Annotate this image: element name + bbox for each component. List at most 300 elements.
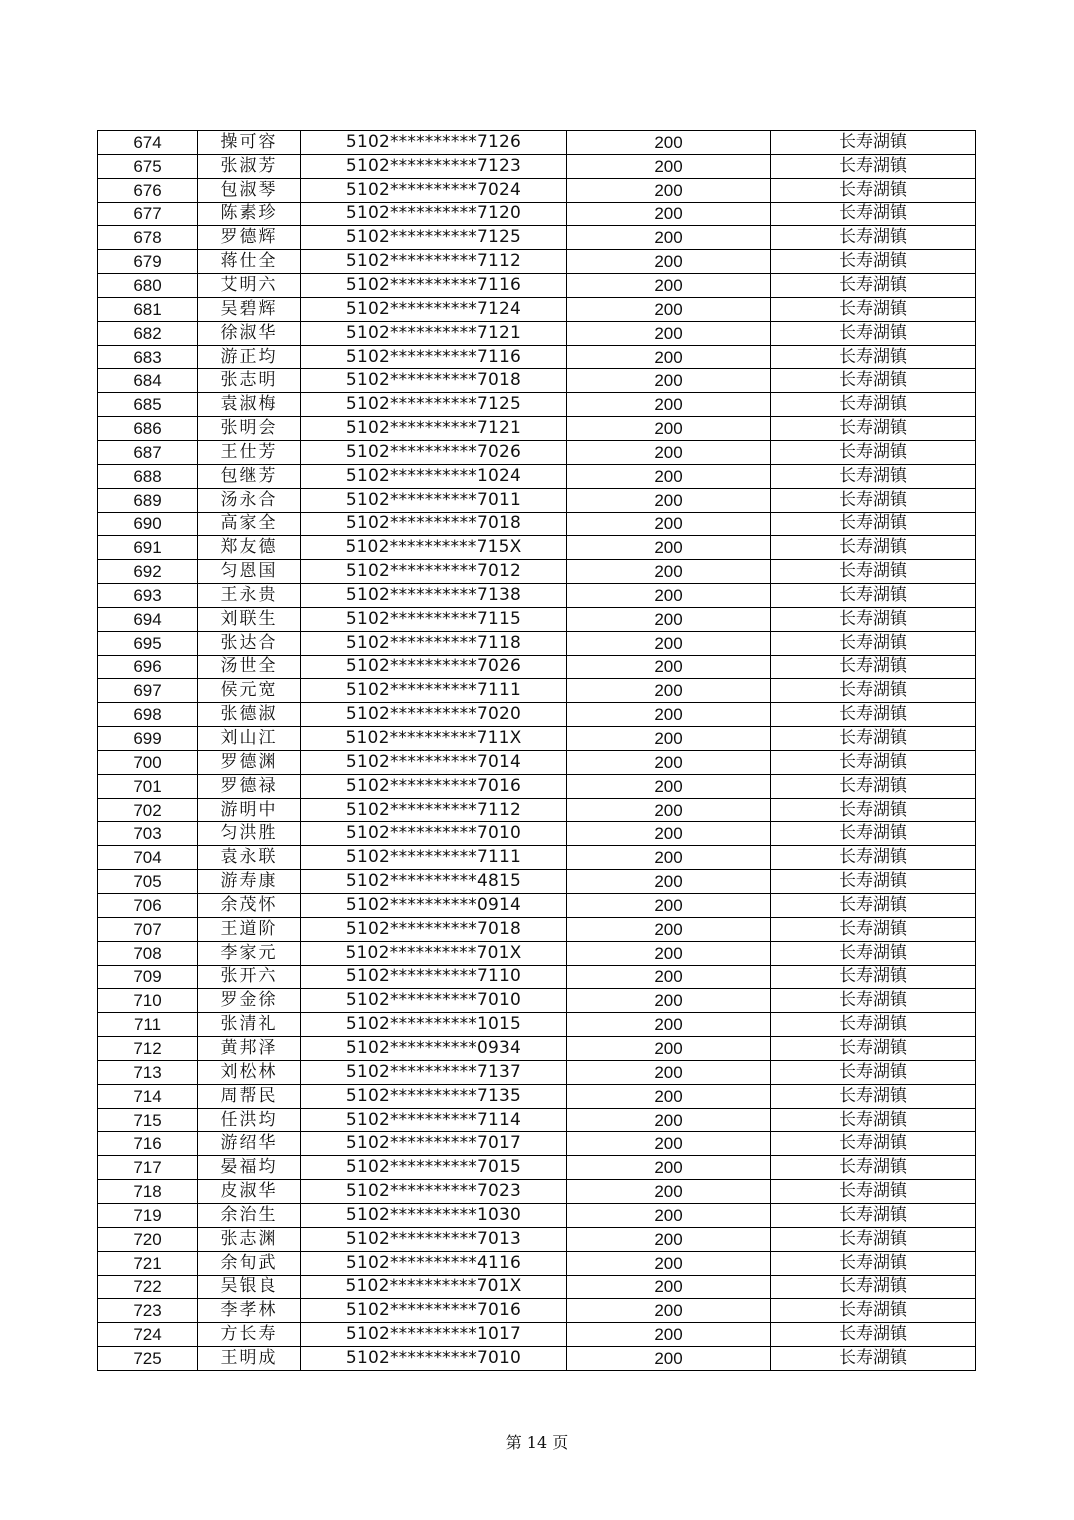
roster-table (97, 130, 976, 1371)
row-number-cell: 695 (98, 631, 198, 655)
id-number-cell: 5102**********7018 (301, 917, 567, 941)
row-number-cell: 711 (98, 1013, 198, 1037)
table-row (98, 894, 976, 918)
amount-cell: 200 (567, 1156, 771, 1180)
amount-cell: 200 (567, 822, 771, 846)
person-name-cell: 汤世全 (198, 655, 301, 679)
id-number-cell: 5102**********7010 (301, 1347, 567, 1371)
row-number-cell: 683 (98, 345, 198, 369)
table-row (98, 846, 976, 870)
id-number-cell: 5102**********7118 (301, 631, 567, 655)
person-name-cell: 罗德辉 (198, 226, 301, 250)
id-number-cell: 5102**********7123 (301, 154, 567, 178)
amount-cell: 200 (567, 846, 771, 870)
id-number-cell: 5102**********7115 (301, 607, 567, 631)
id-number-cell: 5102**********7013 (301, 1227, 567, 1251)
table-row (98, 917, 976, 941)
amount-cell: 200 (567, 870, 771, 894)
id-number-cell: 5102**********7016 (301, 774, 567, 798)
amount-cell: 200 (567, 393, 771, 417)
person-name-cell: 罗德渊 (198, 750, 301, 774)
row-number-cell: 682 (98, 321, 198, 345)
person-name-cell: 匀恩国 (198, 560, 301, 584)
row-number-cell: 715 (98, 1108, 198, 1132)
id-number-cell: 5102**********7120 (301, 202, 567, 226)
row-number-cell: 686 (98, 417, 198, 441)
person-name-cell: 匀洪胜 (198, 822, 301, 846)
person-name-cell: 余旬武 (198, 1251, 301, 1275)
id-number-cell: 5102**********7110 (301, 965, 567, 989)
town-name-cell: 长寿湖镇 (771, 1156, 976, 1180)
amount-cell: 200 (567, 321, 771, 345)
town-name-cell: 长寿湖镇 (771, 1227, 976, 1251)
person-name-cell: 袁永联 (198, 846, 301, 870)
town-name-cell: 长寿湖镇 (771, 131, 976, 155)
town-name-cell: 长寿湖镇 (771, 655, 976, 679)
id-number-cell: 5102**********7024 (301, 178, 567, 202)
town-name-cell: 长寿湖镇 (771, 1132, 976, 1156)
row-number-cell: 700 (98, 750, 198, 774)
id-number-cell: 5102**********7017 (301, 1132, 567, 1156)
town-name-cell: 长寿湖镇 (771, 440, 976, 464)
id-number-cell: 5102**********7112 (301, 798, 567, 822)
amount-cell: 200 (567, 631, 771, 655)
table-row (98, 1060, 976, 1084)
amount-cell: 200 (567, 488, 771, 512)
person-name-cell: 张开六 (198, 965, 301, 989)
amount-cell: 200 (567, 798, 771, 822)
table-row (98, 584, 976, 608)
row-number-cell: 724 (98, 1323, 198, 1347)
town-name-cell: 长寿湖镇 (771, 1203, 976, 1227)
amount-cell: 200 (567, 1180, 771, 1204)
id-number-cell: 5102**********7121 (301, 321, 567, 345)
person-name-cell: 黄邦泽 (198, 1037, 301, 1061)
table-row (98, 393, 976, 417)
table-row (98, 965, 976, 989)
table-row (98, 1275, 976, 1299)
table-row (98, 870, 976, 894)
row-number-cell: 696 (98, 655, 198, 679)
row-number-cell: 723 (98, 1299, 198, 1323)
amount-cell: 200 (567, 727, 771, 751)
table-row (98, 1108, 976, 1132)
id-number-cell: 5102**********7112 (301, 250, 567, 274)
person-name-cell: 包继芳 (198, 464, 301, 488)
row-number-cell: 702 (98, 798, 198, 822)
amount-cell: 200 (567, 345, 771, 369)
town-name-cell: 长寿湖镇 (771, 250, 976, 274)
town-name-cell: 长寿湖镇 (771, 607, 976, 631)
town-name-cell: 长寿湖镇 (771, 321, 976, 345)
amount-cell: 200 (567, 1108, 771, 1132)
amount-cell: 200 (567, 131, 771, 155)
town-name-cell: 长寿湖镇 (771, 727, 976, 751)
person-name-cell: 郑友德 (198, 536, 301, 560)
town-name-cell: 长寿湖镇 (771, 1180, 976, 1204)
amount-cell: 200 (567, 1013, 771, 1037)
id-number-cell: 5102**********701X (301, 941, 567, 965)
town-name-cell: 长寿湖镇 (771, 1347, 976, 1371)
row-number-cell: 678 (98, 226, 198, 250)
table-row (98, 1347, 976, 1371)
row-number-cell: 713 (98, 1060, 198, 1084)
row-number-cell: 674 (98, 131, 198, 155)
id-number-cell: 5102**********0934 (301, 1037, 567, 1061)
amount-cell: 200 (567, 917, 771, 941)
row-number-cell: 720 (98, 1227, 198, 1251)
town-name-cell: 长寿湖镇 (771, 536, 976, 560)
row-number-cell: 677 (98, 202, 198, 226)
id-number-cell: 5102**********7125 (301, 226, 567, 250)
town-name-cell: 长寿湖镇 (771, 1013, 976, 1037)
table-row (98, 1299, 976, 1323)
id-number-cell: 5102**********715X (301, 536, 567, 560)
table-row (98, 226, 976, 250)
person-name-cell: 张志明 (198, 369, 301, 393)
person-name-cell: 王仕芳 (198, 440, 301, 464)
id-number-cell: 5102**********7026 (301, 440, 567, 464)
person-name-cell: 艾明六 (198, 274, 301, 298)
row-number-cell: 679 (98, 250, 198, 274)
town-name-cell: 长寿湖镇 (771, 774, 976, 798)
town-name-cell: 长寿湖镇 (771, 1251, 976, 1275)
person-name-cell: 刘松林 (198, 1060, 301, 1084)
table-row (98, 703, 976, 727)
town-name-cell: 长寿湖镇 (771, 703, 976, 727)
table-row (98, 250, 976, 274)
id-number-cell: 5102**********7114 (301, 1108, 567, 1132)
person-name-cell: 罗德禄 (198, 774, 301, 798)
town-name-cell: 长寿湖镇 (771, 631, 976, 655)
amount-cell: 200 (567, 1299, 771, 1323)
table-row (98, 202, 976, 226)
person-name-cell: 晏福均 (198, 1156, 301, 1180)
table-row (98, 488, 976, 512)
town-name-cell: 长寿湖镇 (771, 464, 976, 488)
id-number-cell: 5102**********4116 (301, 1251, 567, 1275)
person-name-cell: 张志渊 (198, 1227, 301, 1251)
amount-cell: 200 (567, 560, 771, 584)
table-row (98, 679, 976, 703)
table-row (98, 345, 976, 369)
town-name-cell: 长寿湖镇 (771, 369, 976, 393)
table-row (98, 607, 976, 631)
town-name-cell: 长寿湖镇 (771, 846, 976, 870)
id-number-cell: 5102**********7137 (301, 1060, 567, 1084)
table-row (98, 154, 976, 178)
row-number-cell: 697 (98, 679, 198, 703)
amount-cell: 200 (567, 1227, 771, 1251)
row-number-cell: 706 (98, 894, 198, 918)
id-number-cell: 5102**********7015 (301, 1156, 567, 1180)
town-name-cell: 长寿湖镇 (771, 202, 976, 226)
id-number-cell: 5102**********1017 (301, 1323, 567, 1347)
town-name-cell: 长寿湖镇 (771, 274, 976, 298)
amount-cell: 200 (567, 965, 771, 989)
row-number-cell: 719 (98, 1203, 198, 1227)
row-number-cell: 703 (98, 822, 198, 846)
amount-cell: 200 (567, 369, 771, 393)
person-name-cell: 李家元 (198, 941, 301, 965)
table-row (98, 440, 976, 464)
person-name-cell: 刘联生 (198, 607, 301, 631)
person-name-cell: 张达合 (198, 631, 301, 655)
table-row (98, 1227, 976, 1251)
person-name-cell: 游绍华 (198, 1132, 301, 1156)
person-name-cell: 侯元宽 (198, 679, 301, 703)
row-number-cell: 699 (98, 727, 198, 751)
person-name-cell: 余治生 (198, 1203, 301, 1227)
roster-table-body (98, 131, 976, 1371)
table-row (98, 274, 976, 298)
id-number-cell: 5102**********7125 (301, 393, 567, 417)
id-number-cell: 5102**********7011 (301, 488, 567, 512)
person-name-cell: 游正均 (198, 345, 301, 369)
table-row (98, 1251, 976, 1275)
town-name-cell: 长寿湖镇 (771, 154, 976, 178)
table-row (98, 1203, 976, 1227)
town-name-cell: 长寿湖镇 (771, 989, 976, 1013)
table-row (98, 1037, 976, 1061)
person-name-cell: 游明中 (198, 798, 301, 822)
amount-cell: 200 (567, 464, 771, 488)
town-name-cell: 长寿湖镇 (771, 870, 976, 894)
id-number-cell: 5102**********7010 (301, 822, 567, 846)
row-number-cell: 725 (98, 1347, 198, 1371)
person-name-cell: 徐淑华 (198, 321, 301, 345)
town-name-cell: 长寿湖镇 (771, 822, 976, 846)
table-row (98, 631, 976, 655)
table-row (98, 1084, 976, 1108)
row-number-cell: 716 (98, 1132, 198, 1156)
row-number-cell: 710 (98, 989, 198, 1013)
town-name-cell: 长寿湖镇 (771, 297, 976, 321)
row-number-cell: 676 (98, 178, 198, 202)
amount-cell: 200 (567, 679, 771, 703)
row-number-cell: 692 (98, 560, 198, 584)
town-name-cell: 长寿湖镇 (771, 941, 976, 965)
row-number-cell: 709 (98, 965, 198, 989)
table-row (98, 989, 976, 1013)
amount-cell: 200 (567, 1275, 771, 1299)
row-number-cell: 704 (98, 846, 198, 870)
amount-cell: 200 (567, 989, 771, 1013)
table-row (98, 1180, 976, 1204)
page-number: 第 14 页 (505, 1433, 569, 1452)
amount-cell: 200 (567, 1347, 771, 1371)
amount-cell: 200 (567, 1084, 771, 1108)
person-name-cell: 张清礼 (198, 1013, 301, 1037)
amount-cell: 200 (567, 655, 771, 679)
town-name-cell: 长寿湖镇 (771, 488, 976, 512)
row-number-cell: 689 (98, 488, 198, 512)
id-number-cell: 5102**********1015 (301, 1013, 567, 1037)
id-number-cell: 5102**********711X (301, 727, 567, 751)
row-number-cell: 694 (98, 607, 198, 631)
person-name-cell: 王永贵 (198, 584, 301, 608)
amount-cell: 200 (567, 417, 771, 441)
table-row (98, 369, 976, 393)
table-row (98, 798, 976, 822)
table-row (98, 297, 976, 321)
town-name-cell: 长寿湖镇 (771, 560, 976, 584)
id-number-cell: 5102**********7020 (301, 703, 567, 727)
row-number-cell: 687 (98, 440, 198, 464)
table-row (98, 655, 976, 679)
table-row (98, 1132, 976, 1156)
person-name-cell: 皮淑华 (198, 1180, 301, 1204)
person-name-cell: 吴银良 (198, 1275, 301, 1299)
id-number-cell: 5102**********7012 (301, 560, 567, 584)
town-name-cell: 长寿湖镇 (771, 1108, 976, 1132)
table-row (98, 727, 976, 751)
town-name-cell: 长寿湖镇 (771, 917, 976, 941)
person-name-cell: 李孝林 (198, 1299, 301, 1323)
amount-cell: 200 (567, 774, 771, 798)
row-number-cell: 712 (98, 1037, 198, 1061)
id-number-cell: 5102**********7016 (301, 1299, 567, 1323)
amount-cell: 200 (567, 894, 771, 918)
town-name-cell: 长寿湖镇 (771, 679, 976, 703)
town-name-cell: 长寿湖镇 (771, 584, 976, 608)
town-name-cell: 长寿湖镇 (771, 1037, 976, 1061)
row-number-cell: 718 (98, 1180, 198, 1204)
person-name-cell: 袁淑梅 (198, 393, 301, 417)
person-name-cell: 吴碧辉 (198, 297, 301, 321)
town-name-cell: 长寿湖镇 (771, 178, 976, 202)
town-name-cell: 长寿湖镇 (771, 798, 976, 822)
row-number-cell: 693 (98, 584, 198, 608)
table-row (98, 464, 976, 488)
person-name-cell: 张淑芳 (198, 154, 301, 178)
id-number-cell: 5102**********7116 (301, 345, 567, 369)
row-number-cell: 708 (98, 941, 198, 965)
id-number-cell: 5102**********701X (301, 1275, 567, 1299)
id-number-cell: 5102**********7121 (301, 417, 567, 441)
person-name-cell: 罗金徐 (198, 989, 301, 1013)
row-number-cell: 714 (98, 1084, 198, 1108)
row-number-cell: 705 (98, 870, 198, 894)
person-name-cell: 王明成 (198, 1347, 301, 1371)
id-number-cell: 5102**********7138 (301, 584, 567, 608)
table-row (98, 512, 976, 536)
town-name-cell: 长寿湖镇 (771, 417, 976, 441)
row-number-cell: 707 (98, 917, 198, 941)
amount-cell: 200 (567, 440, 771, 464)
id-number-cell: 5102**********7111 (301, 679, 567, 703)
row-number-cell: 684 (98, 369, 198, 393)
row-number-cell: 691 (98, 536, 198, 560)
amount-cell: 200 (567, 1132, 771, 1156)
row-number-cell: 698 (98, 703, 198, 727)
town-name-cell: 长寿湖镇 (771, 1275, 976, 1299)
amount-cell: 200 (567, 1251, 771, 1275)
person-name-cell: 汤永合 (198, 488, 301, 512)
amount-cell: 200 (567, 154, 771, 178)
id-number-cell: 5102**********7135 (301, 1084, 567, 1108)
amount-cell: 200 (567, 274, 771, 298)
town-name-cell: 长寿湖镇 (771, 1084, 976, 1108)
id-number-cell: 5102**********7026 (301, 655, 567, 679)
person-name-cell: 包淑琴 (198, 178, 301, 202)
row-number-cell: 701 (98, 774, 198, 798)
amount-cell: 200 (567, 703, 771, 727)
amount-cell: 200 (567, 202, 771, 226)
id-number-cell: 5102**********7126 (301, 131, 567, 155)
table-row (98, 822, 976, 846)
person-name-cell: 张明会 (198, 417, 301, 441)
table-row (98, 1323, 976, 1347)
amount-cell: 200 (567, 1060, 771, 1084)
id-number-cell: 5102**********1024 (301, 464, 567, 488)
person-name-cell: 游寿康 (198, 870, 301, 894)
amount-cell: 200 (567, 297, 771, 321)
table-row (98, 750, 976, 774)
row-number-cell: 690 (98, 512, 198, 536)
id-number-cell: 5102**********7010 (301, 989, 567, 1013)
id-number-cell: 5102**********7018 (301, 369, 567, 393)
table-row (98, 941, 976, 965)
row-number-cell: 717 (98, 1156, 198, 1180)
table-row (98, 1156, 976, 1180)
amount-cell: 200 (567, 250, 771, 274)
row-number-cell: 688 (98, 464, 198, 488)
town-name-cell: 长寿湖镇 (771, 393, 976, 417)
table-row (98, 560, 976, 584)
table-row (98, 1013, 976, 1037)
person-name-cell: 张德淑 (198, 703, 301, 727)
person-name-cell: 余茂怀 (198, 894, 301, 918)
amount-cell: 200 (567, 750, 771, 774)
town-name-cell: 长寿湖镇 (771, 512, 976, 536)
amount-cell: 200 (567, 1323, 771, 1347)
row-number-cell: 721 (98, 1251, 198, 1275)
id-number-cell: 5102**********7116 (301, 274, 567, 298)
town-name-cell: 长寿湖镇 (771, 1060, 976, 1084)
table-row (98, 417, 976, 441)
town-name-cell: 长寿湖镇 (771, 750, 976, 774)
town-name-cell: 长寿湖镇 (771, 965, 976, 989)
row-number-cell: 675 (98, 154, 198, 178)
table-row (98, 321, 976, 345)
row-number-cell: 722 (98, 1275, 198, 1299)
town-name-cell: 长寿湖镇 (771, 894, 976, 918)
row-number-cell: 680 (98, 274, 198, 298)
amount-cell: 200 (567, 178, 771, 202)
amount-cell: 200 (567, 1203, 771, 1227)
amount-cell: 200 (567, 941, 771, 965)
amount-cell: 200 (567, 1037, 771, 1061)
id-number-cell: 5102**********0914 (301, 894, 567, 918)
person-name-cell: 王道阶 (198, 917, 301, 941)
id-number-cell: 5102**********7018 (301, 512, 567, 536)
town-name-cell: 长寿湖镇 (771, 1299, 976, 1323)
amount-cell: 200 (567, 226, 771, 250)
amount-cell: 200 (567, 584, 771, 608)
table-row (98, 774, 976, 798)
id-number-cell: 5102**********7111 (301, 846, 567, 870)
town-name-cell: 长寿湖镇 (771, 345, 976, 369)
id-number-cell: 5102**********7023 (301, 1180, 567, 1204)
id-number-cell: 5102**********1030 (301, 1203, 567, 1227)
amount-cell: 200 (567, 536, 771, 560)
town-name-cell: 长寿湖镇 (771, 1323, 976, 1347)
id-number-cell: 5102**********7124 (301, 297, 567, 321)
person-name-cell: 刘山江 (198, 727, 301, 751)
table-row (98, 178, 976, 202)
person-name-cell: 方长寿 (198, 1323, 301, 1347)
